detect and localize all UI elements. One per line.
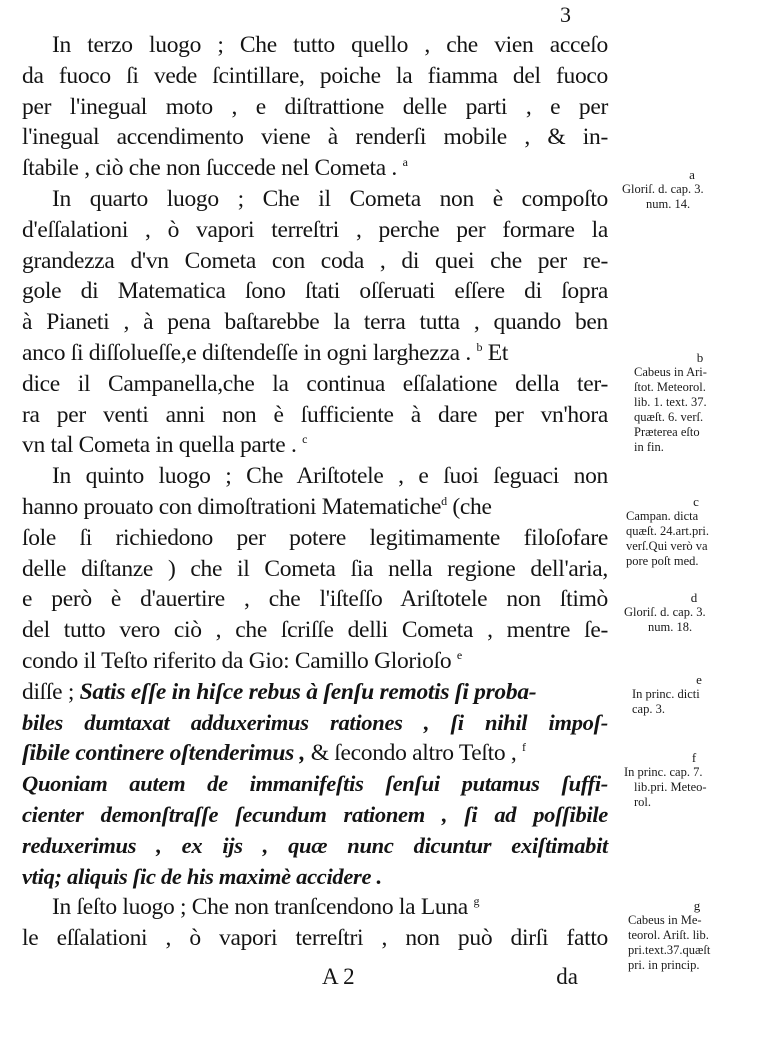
text-line: anco ſi diſſolueſſe,e diſtendeſſe in ogni larghezza . $^b$ Et	[22, 339, 509, 366]
footnote-ref-f: f	[522, 740, 526, 755]
text-line: d'eſſalationi , ò vapori terreſtri , perche per formare la	[22, 216, 608, 243]
signature-mark: A 2	[322, 964, 355, 989]
main-text	[22, 30, 608, 954]
text-line: In quinto luogo ; Che Ariſtotele , e ſuoi ſeguaci non	[52, 463, 608, 490]
text-line: grandezza d'vn Cometa con coda , di quei che per re-	[22, 247, 608, 274]
text-line: gole di Matematica ſono ſtati oſſeruati eſſere di ſopra	[22, 278, 608, 305]
text-line: le eſſalationi , ò vapori terreſtri , non può dirſi fatto	[22, 925, 608, 952]
footnote-ref-b: b	[476, 340, 483, 355]
text-line: In ſeſto luogo ; Che non tranſcendono la Luna $^g$	[52, 894, 480, 921]
footnote-ref-c: c	[302, 432, 308, 447]
catchword: da	[556, 964, 578, 989]
text-line: del tutto vero ciò , che ſcriſſe delli Cometa , mentre ſe-	[22, 617, 608, 644]
margin-note-f: f In princ. cap. 7. lib.pri. Meteo- rol.	[624, 750, 707, 809]
footnote-ref-a: a	[402, 155, 408, 170]
text-line: In quarto luogo ; Che il Cometa non è compoſto	[52, 185, 608, 212]
text-line: delle diſtanze ) che il Cometa ſia nella regione dell'aria,	[22, 555, 608, 582]
margin-note-a: a Gloriſ. d. cap. 3. num. 14.	[622, 167, 704, 211]
margin-note-c: c Campan. dicta quæſt. 24.art.pri. verſ.Qui verò va pore poſt med.	[626, 494, 709, 568]
text-line: per l'inegual moto , e diſtrattione delle parti , e per	[22, 93, 608, 120]
page-footer	[22, 964, 608, 994]
text-line: e però è d'auertire , che l'iſteſſo Ariſtotele non ſtimò	[22, 586, 608, 613]
margin-note-b: b Cabeus in Ari- ſtot. Meteorol. lib. 1. text. 37. quæſt. 6. verſ. Præterea eſto in fin.	[634, 350, 707, 454]
text-line: hanno prouato con dimoſtrationi Matematiche$^d$ (che	[22, 493, 492, 520]
latin-quote-line: reduxerimus , ex ijs , quæ nunc dicuntur exiſtimabit	[22, 832, 608, 858]
text-line: condo il Teſto riferito da Gio: Camillo Glorioſo $^e$	[22, 647, 462, 674]
footnote-ref-e: e	[456, 648, 462, 663]
text-line: ſtabile , ciò che non ſuccede nel Cometa . $^a$	[22, 155, 408, 182]
footnote-ref-d: d	[441, 494, 447, 509]
text-line: ſole ſi richiedono per potere legitimamente filoſofare	[22, 524, 608, 551]
latin-quote-line: vtiq; aliquis ſic de his maximè accidere .	[22, 863, 382, 889]
text-line: ſibile continere oſtenderimus , & ſecondo altro Teſto , $^f$	[22, 740, 526, 767]
text-line: vn tal Cometa in quella parte . $^c$	[22, 432, 308, 459]
text-line: diſſe ; Satis eſſe in hiſce rebus à ſenſu remotis ſi proba-	[22, 678, 537, 705]
text-line: l'inegual accendimento viene à renderſi mobile , & in-	[22, 124, 608, 151]
latin-quote: Satis eſſe in hiſce rebus à ſenſu remotis ſi proba-	[79, 678, 537, 705]
text-line: dice il Campanella,che la continua eſſalatione della ter-	[22, 370, 608, 397]
footnote-ref-g: g	[473, 894, 480, 909]
latin-quote-line: biles dumtaxat adduxerimus rationes , ſi nihil impoſ-	[22, 709, 608, 735]
text-line: ra per venti anni non è ſufficiente à dare per vn'hora	[22, 401, 608, 428]
margin-note-g: g Cabeus in Me- teorol. Ariſt. lib. pri.text.37.quæſt pri. in princip.	[628, 898, 711, 972]
latin-quote-line: Quoniam autem de immanifeſtis ſenſui putamus ſuffi-	[22, 771, 608, 797]
page-number: 3	[560, 2, 571, 27]
latin-quote-line: cienter demonſtraſſe ſecundum rationem , ſi ad poſſibile	[22, 801, 608, 827]
margin-note-e: e In princ. dicti cap. 3.	[632, 672, 702, 716]
text-line: à Pianeti , à pena baſtarebbe la terra tutta , quando ben	[22, 309, 608, 336]
text-line: da fuoco ſi vede ſcintillare, poiche la fiamma del fuoco	[22, 62, 608, 89]
text-line: In terzo luogo ; Che tutto quello , che vien acceſo	[52, 32, 608, 58]
margin-note-d: d Gloriſ. d. cap. 3. num. 18.	[624, 590, 706, 634]
